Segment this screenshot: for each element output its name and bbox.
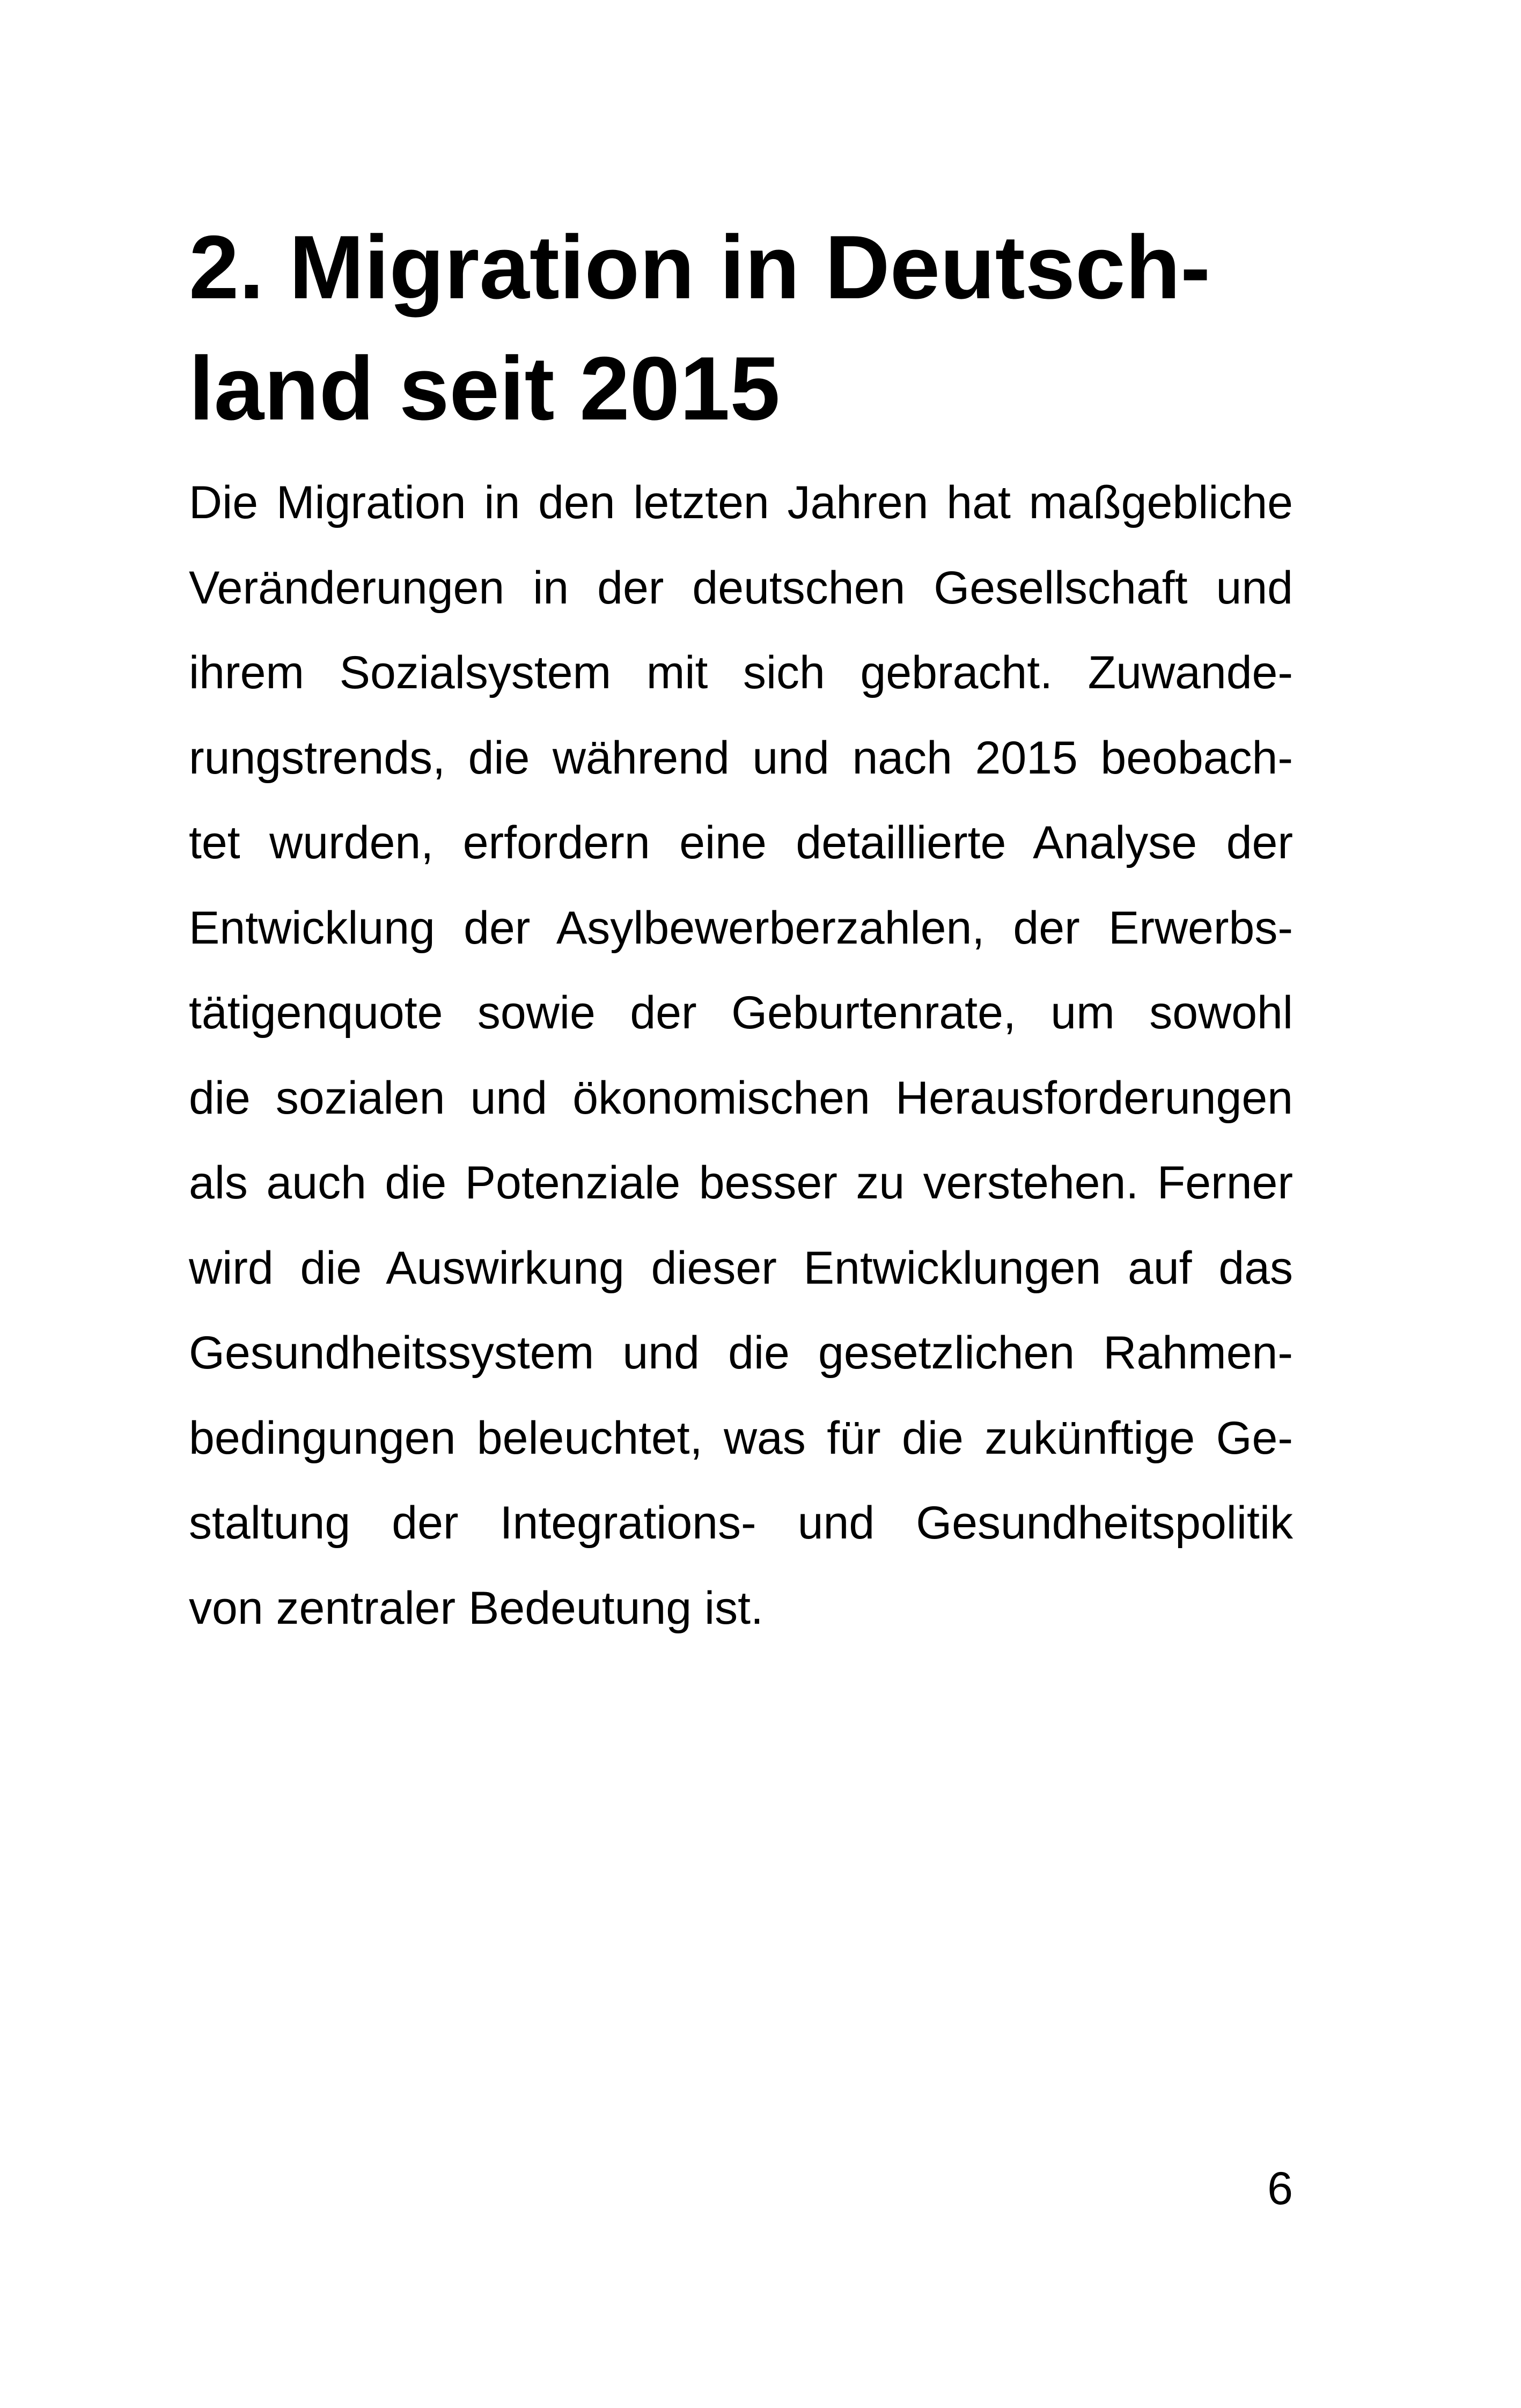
paragraph-line: von zentraler Bedeutung ist. xyxy=(189,1582,763,1634)
paragraph-line: staltung der Integrations- und Gesundheitspolitik xyxy=(189,1497,1293,1549)
paragraph-line: Die Migration in den letzten Jahren hat maßgebliche xyxy=(189,477,1293,528)
paragraph-line: die sozialen und ökonomischen Herausforderungen xyxy=(189,1072,1293,1124)
chapter-heading xyxy=(189,207,1316,449)
paragraph-line: rungstrends, die während und nach 2015 beobach- xyxy=(189,732,1293,784)
paragraph-line: ihrem Sozialsystem mit sich gebracht. Zuwande- xyxy=(189,647,1293,698)
paragraph-line: wird die Auswirkung dieser Entwicklungen auf das xyxy=(189,1242,1293,1294)
paragraph-line: Gesundheitssystem und die gesetzlichen Rahmen- xyxy=(189,1327,1293,1379)
paragraph-line: als auch die Potenziale besser zu verstehen. Ferner xyxy=(189,1157,1293,1209)
page-number: 6 xyxy=(1267,2163,1293,2214)
body-paragraph xyxy=(189,460,1293,1651)
paragraph-line: tätigenquote sowie der Geburtenrate, um sowohl xyxy=(189,987,1293,1039)
chapter-heading-line: land seit 2015 xyxy=(189,338,780,439)
chapter-heading-line: 2. Migration in Deutsch- xyxy=(189,217,1211,318)
paragraph-line: Veränderungen in der deutschen Gesellschaft und xyxy=(189,562,1293,614)
paragraph-line: bedingungen beleuchtet, was für die zukünftige Ge- xyxy=(189,1412,1293,1464)
paragraph-line: Entwicklung der Asylbewerberzahlen, der Erwerbs- xyxy=(189,902,1293,954)
paragraph-line: tet wurden, erfordern eine detaillierte Analyse der xyxy=(189,817,1293,868)
